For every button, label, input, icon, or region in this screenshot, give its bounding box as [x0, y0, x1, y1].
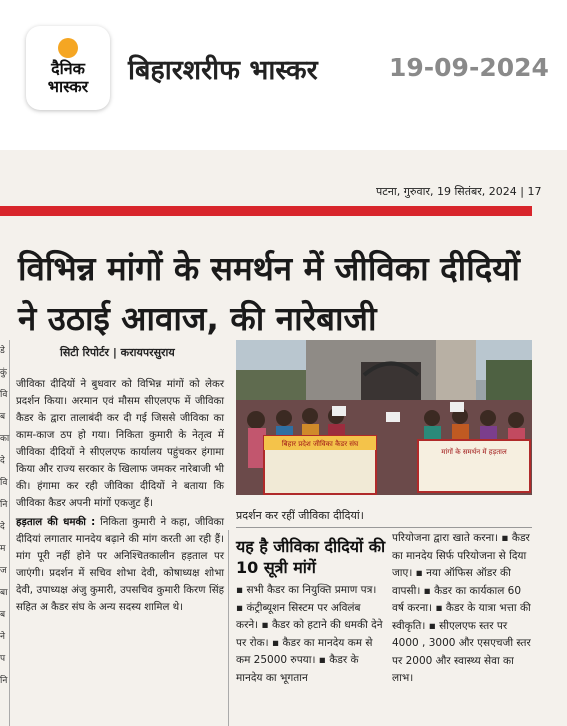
- demands-title: यह है जीविका दीदियों की 10 सूत्री मांगें: [236, 537, 386, 577]
- caption-divider: [236, 527, 532, 528]
- protest-photo: [236, 340, 532, 495]
- demands-text-1: ▪ सभी कैडर का नियुक्ति प्रमाण पत्र। ▪ कंट्रीब्यूशन सिस्टम पर अविलंब करने। ▪ कैडर को हटाने की धमकी देने पर रोक। ▪ कैडर का मानदेय कम से कम 25000 रुपया। ▪ कैडर के मानदेय का भूगतान: [236, 584, 383, 684]
- photo-caption: प्रदर्शन कर रहीं जीविका दीदियां।: [236, 509, 364, 522]
- app-header: [0, 0, 567, 150]
- demands-text-2: परियोजना द्वारा खाते करना। ▪ कैडर का मानदेय सिर्फ परियोजना से दिया जाए। ▪ नया ऑफिस ऑडर की वापसी। ▪ कैडर का कार्यकाल 60 वर्ष करना। ▪ कैडर के यात्रा भत्ता की स्वीकृति। ▪ सीएलएफ स्तर पर 4000 , 3000 और एसएचजी स्तर पर 2000 और स्वास्थ्य सेवा का लाभ।: [392, 532, 531, 684]
- page-dateline: पटना, गुरुवार, 19 सितंबर, 2024 | 17: [376, 185, 542, 198]
- article-byline: सिटी रिपोर्टर | करायपरसुराय: [60, 346, 175, 359]
- protest-photo-image: [236, 340, 532, 495]
- logo-line2: भास्कर: [47, 77, 89, 96]
- column-divider: [228, 530, 229, 726]
- logo-line1: दैनिक: [51, 59, 85, 78]
- subheading-strike-threat: हड़ताल की धमकी :: [16, 517, 96, 528]
- red-divider: [0, 206, 532, 216]
- banner-text-2: मांगों के समर्थन में हड़ताल: [441, 448, 507, 456]
- dainik-bhaskar-logo[interactable]: [26, 26, 110, 110]
- demands-list-part2: [392, 530, 532, 688]
- banner-text-1: बिहार प्रदेश जीविका कैडर संघ: [281, 440, 359, 448]
- sun-icon: [58, 38, 78, 58]
- edition-title: बिहारशरीफ भास्कर: [128, 55, 318, 86]
- article-paragraph-2: [16, 514, 224, 616]
- adjacent-column-fragment: डे कुं वि ब का दे वि नि दे म ज बा ब ने प नि: [0, 340, 10, 726]
- edition-date: 19-09-2024: [389, 53, 549, 82]
- article-body: [16, 376, 224, 616]
- article-paragraph: जीविका दीदियों ने बुधवार को विभिन्न मांगों को लेकर प्रदर्शन किया। अरमान एवं मौसम सीएलएफ में जीविका कैडर के द्वारा तालाबंदी कर दी गई जिससे जीविका का काम-काज ठप हो गया। निकिता कुमारी के नेतृत्व में जीविका दीदियों ने सीएलएफ कार्यालय पहुंचकर हंगामा किया और राज्य सरकार के खिलाफ जमकर नारेबाजी भी की। हंगामा कर रही जीविका दीदियों ने बताया कि जीविका कैडर अपनी मांगों एकजुट हैं।: [16, 379, 224, 509]
- article-headline: विभिन्न मांगों के समर्थन में जीविका दीदियों ने उठाई आवाज, की नारेबाजी: [18, 249, 520, 338]
- demands-list-part1: [236, 582, 386, 687]
- strike-paragraph: निकिता कुमारी ने कहा, जीविका दीदियां लगातार मानदेय बढ़ाने की मांग करती आ रही हैं। मांग पूरी नहीं होने पर अनिश्चितकालीन हड़ताल पर जाएंगी। प्रदर्शन में सचिव शोभा देवी, कोषाध्यक्ष शोभा देवी, उपाध्यक्ष अंजु कुमारी, उपसचिव कुमारी किरण सिंह सहित अ कैडर संघ के अन्य सदस्य शामिल थे।: [16, 517, 224, 613]
